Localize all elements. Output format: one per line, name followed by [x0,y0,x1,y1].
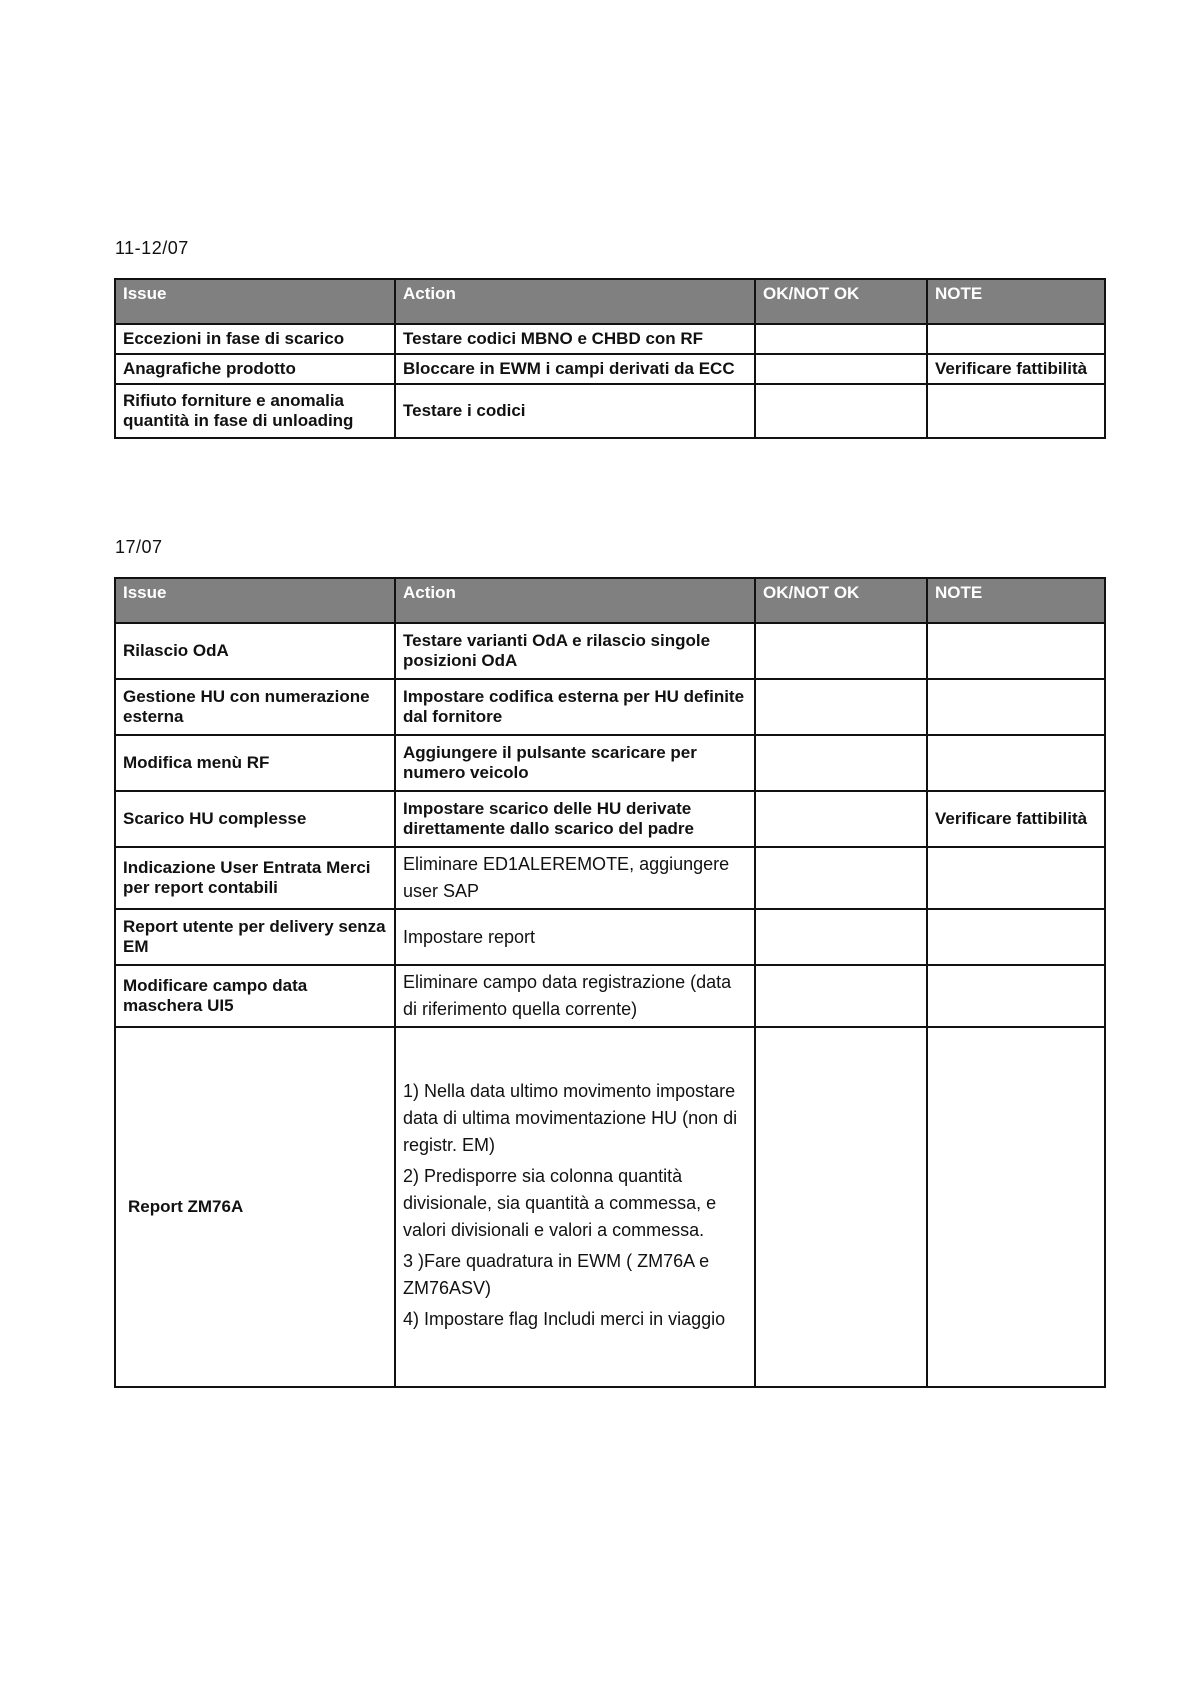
issue-cell: Report utente per delivery senza EM [115,909,395,965]
issue-cell: Gestione HU con numerazione esterna [115,679,395,735]
note-cell [927,324,1105,354]
issues-table-2 [114,577,1106,1388]
issue-cell: Eccezioni in fase di scarico [115,324,395,354]
action-cell: Testare codici MBNO e CHBD con RF [395,324,755,354]
action-step: 1) Nella data ultimo movimento impostare data di ultima movimentazione HU (non di registr. EM) [403,1080,738,1155]
action-step: 4) Impostare flag Includi merci in viaggio [403,1308,726,1329]
issue-cell: Scarico HU complesse [115,791,395,847]
action-cell: Aggiungere il pulsante scaricare per numero veicolo [395,735,755,791]
table-row [115,735,1105,791]
issue-cell: Anagrafiche prodotto [115,354,395,384]
ok-cell [755,324,927,354]
ok-cell [755,1027,927,1387]
note-cell [927,909,1105,965]
ok-cell [755,384,927,438]
note-cell: Verificare fattibilità [927,791,1105,847]
ok-cell [755,791,927,847]
action-cell: Testare i codici [395,384,755,438]
ok-cell [755,679,927,735]
note-cell [927,623,1105,679]
note-cell [927,384,1105,438]
action-cell: Impostare codifica esterna per HU definite dal fornitore [395,679,755,735]
header-ok-not-ok: OK/NOT OK [755,279,927,324]
table-row [115,679,1105,735]
section-date-2: 17/07 [115,537,163,557]
header-action: Action [395,578,755,623]
ok-cell [755,735,927,791]
header-action: Action [395,279,755,324]
table-row [115,354,1105,384]
table-header-row [115,578,1105,623]
issues-table-1 [114,278,1106,439]
issue-cell: Rilascio OdA [115,623,395,679]
issue-cell: Report ZM76A [115,1027,395,1387]
action-cell: Eliminare campo data registrazione (data di riferimento quella corrente) [395,965,755,1027]
table-row [115,1027,1105,1387]
ok-cell [755,623,927,679]
header-issue: Issue [115,279,395,324]
table-row [115,965,1105,1027]
header-ok-not-ok: OK/NOT OK [755,578,927,623]
note-cell: Verificare fattibilità [927,354,1105,384]
note-cell [927,1027,1105,1387]
action-cell: Testare varianti OdA e rilascio singole posizioni OdA [395,623,755,679]
note-cell [927,679,1105,735]
table-row [115,847,1105,909]
issue-cell: Rifiuto forniture e anomalia quantità in fase di unloading [115,384,395,438]
ok-cell [755,965,927,1027]
ok-cell [755,847,927,909]
action-step: 2) Predisporre sia colonna quantità divisionale, sia quantità a commessa, e valori divisionali e valori a commessa. [403,1165,717,1240]
issue-cell: Modificare campo data maschera UI5 [115,965,395,1027]
header-issue: Issue [115,578,395,623]
table-header-row [115,279,1105,324]
table-row [115,623,1105,679]
header-note: NOTE [927,578,1105,623]
table-row [115,324,1105,354]
table-row [115,909,1105,965]
note-cell [927,735,1105,791]
action-cell: Bloccare in EWM i campi derivati da ECC [395,354,755,384]
header-note: NOTE [927,279,1105,324]
note-cell [927,965,1105,1027]
ok-cell [755,909,927,965]
ok-cell [755,354,927,384]
action-cell: Impostare scarico delle HU derivate direttamente dallo scarico del padre [395,791,755,847]
action-steps-cell [395,1027,755,1387]
action-cell: Impostare report [395,909,755,965]
issue-cell: Modifica menù RF [115,735,395,791]
action-step: 3 )Fare quadratura in EWM ( ZM76A e ZM76ASV) [403,1250,710,1298]
section-date-1: 11-12/07 [115,238,189,258]
note-cell [927,847,1105,909]
action-cell: Eliminare ED1ALEREMOTE, aggiungere user SAP [395,847,755,909]
table-row [115,384,1105,438]
table-row [115,791,1105,847]
issue-cell: Indicazione User Entrata Merci per report contabili [115,847,395,909]
